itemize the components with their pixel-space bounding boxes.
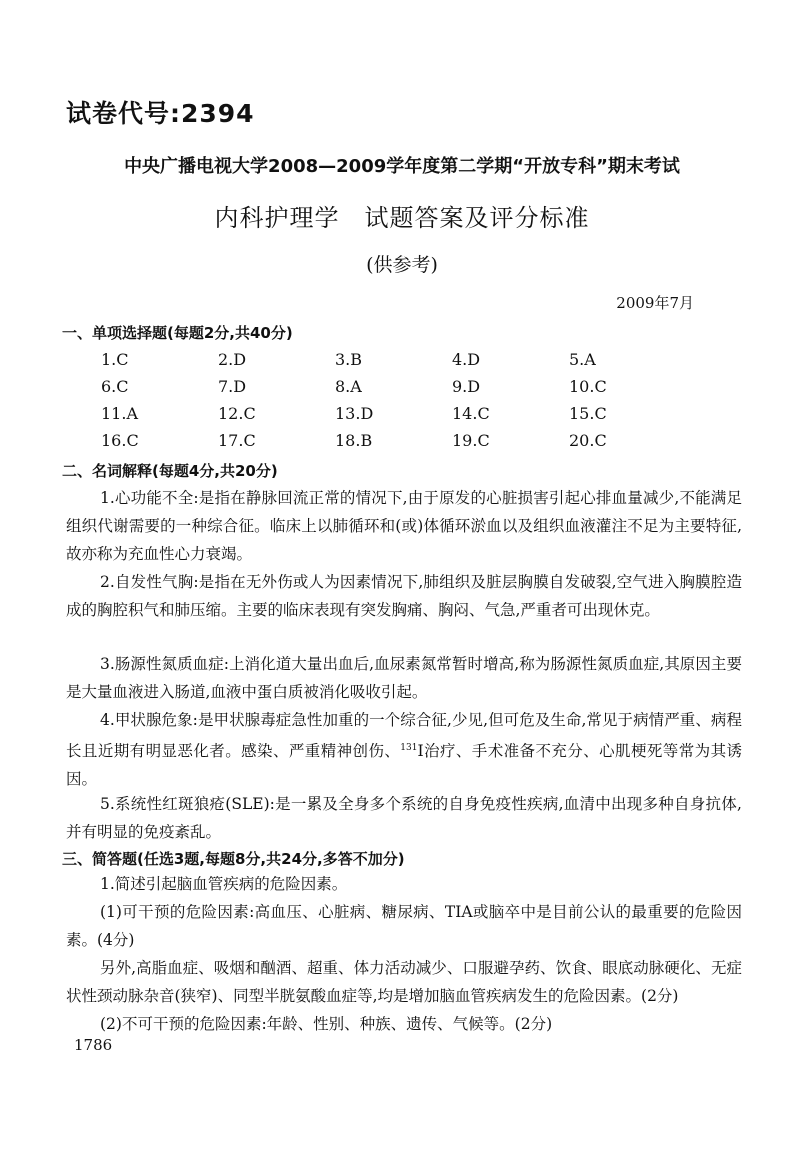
subject-title: 内科护理学 试题答案及评分标准 xyxy=(214,204,590,232)
mcq-answer: 1.C xyxy=(101,350,129,369)
mcq-answer: 11.A xyxy=(101,404,138,423)
mcq-answer: 16.C xyxy=(101,431,139,450)
section3-heading: 三、简答题(任选3题,每题8分,共24分,多答不加分) xyxy=(62,850,405,868)
answer-1-part-3: (2)不可干预的危险因素:年龄、性别、种族、遗传、气候等。(2分) xyxy=(100,1015,553,1033)
exam-date: 2009年7月 xyxy=(616,294,694,312)
mcq-answer: 10.C xyxy=(569,377,607,396)
paper-code: 试卷代号:2394 xyxy=(66,99,255,128)
section2-heading: 二、名词解释(每题4分,共20分) xyxy=(62,462,278,480)
definition-4: 4.甲状腺危象:是甲状腺毒症急性加重的一个综合征,少见,但可危及生命,常见于病情严重、病程长且近期有明显恶化者。感染、严重精神创伤、$^{131}$I治疗、手术准备不充分、心肌梗死等常为其诱因。 xyxy=(66,711,742,789)
page-number: 1786 xyxy=(74,1036,113,1054)
section1-heading: 一、单项选择题(每题2分,共40分) xyxy=(62,324,293,342)
mcq-answer: 4.D xyxy=(452,350,481,369)
exam-title: 中央广播电视大学2008—2009学年度第二学期“开放专科”期末考试 xyxy=(124,156,680,177)
mcq-answer: 9.D xyxy=(452,377,481,396)
mcq-answer: 7.D xyxy=(218,377,247,396)
answer-1-part-2: 另外,高脂血症、吸烟和酗酒、超重、体力活动减少、口服避孕药、饮食、眼底动脉硬化、无症状性颈动脉杂音(狭窄)、同型半胱氨酸血症等,均是增加脑血管疾病发生的危险因素。(2分) xyxy=(66,959,742,1005)
mcq-answer: 15.C xyxy=(569,404,607,423)
definition-5: 5.系统性红斑狼疮(SLE):是一累及全身多个系统的自身免疫性疾病,血清中出现多种自身抗体,并有明显的免疫紊乱。 xyxy=(66,795,742,841)
mcq-answer: 18.B xyxy=(335,431,373,450)
mcq-answer: 6.C xyxy=(101,377,129,396)
definition-1: 1.心功能不全:是指在静脉回流正常的情况下,由于原发的心脏损害引起心排血量减少,不能满足组织代谢需要的一种综合征。临床上以肺循环和(或)体循环淤血以及组织血液灌注不足为主要特征,故亦称为充血性心力衰竭。 xyxy=(66,489,742,563)
definition-2: 2.自发性气胸:是指在无外伤或人为因素情况下,肺组织及脏层胸膜自发破裂,空气进入胸膜腔造成的胸腔积气和肺压缩。主要的临床表现有突发胸痛、胸闷、气急,严重者可出现休克。 xyxy=(66,573,742,619)
mcq-answer: 5.A xyxy=(569,350,596,369)
short-answer-question-1: 1.简述引起脑血管疾病的危险因素。 xyxy=(100,875,348,893)
mcq-answer: 12.C xyxy=(218,404,256,423)
mcq-answer: 13.D xyxy=(335,404,374,423)
mcq-answer: 3.B xyxy=(335,350,363,369)
reference-note: (供参考) xyxy=(366,254,438,276)
mcq-answer: 14.C xyxy=(452,404,490,423)
mcq-answer: 19.C xyxy=(452,431,490,450)
mcq-answer: 20.C xyxy=(569,431,607,450)
mcq-answer: 17.C xyxy=(218,431,256,450)
answer-1-part-1: (1)可干预的危险因素:高血压、心脏病、糖尿病、TIA或脑卒中是目前公认的最重要的危险因素。(4分) xyxy=(66,903,742,949)
mcq-answer: 2.D xyxy=(218,350,247,369)
definition-3: 3.肠源性氮质血症:上消化道大量出血后,血尿素氮常暂时增高,称为肠源性氮质血症,其原因主要是大量血液进入肠道,血液中蛋白质被消化吸收引起。 xyxy=(66,655,742,701)
mcq-answer: 8.A xyxy=(335,377,362,396)
mcq-answer-grid xyxy=(101,350,686,458)
